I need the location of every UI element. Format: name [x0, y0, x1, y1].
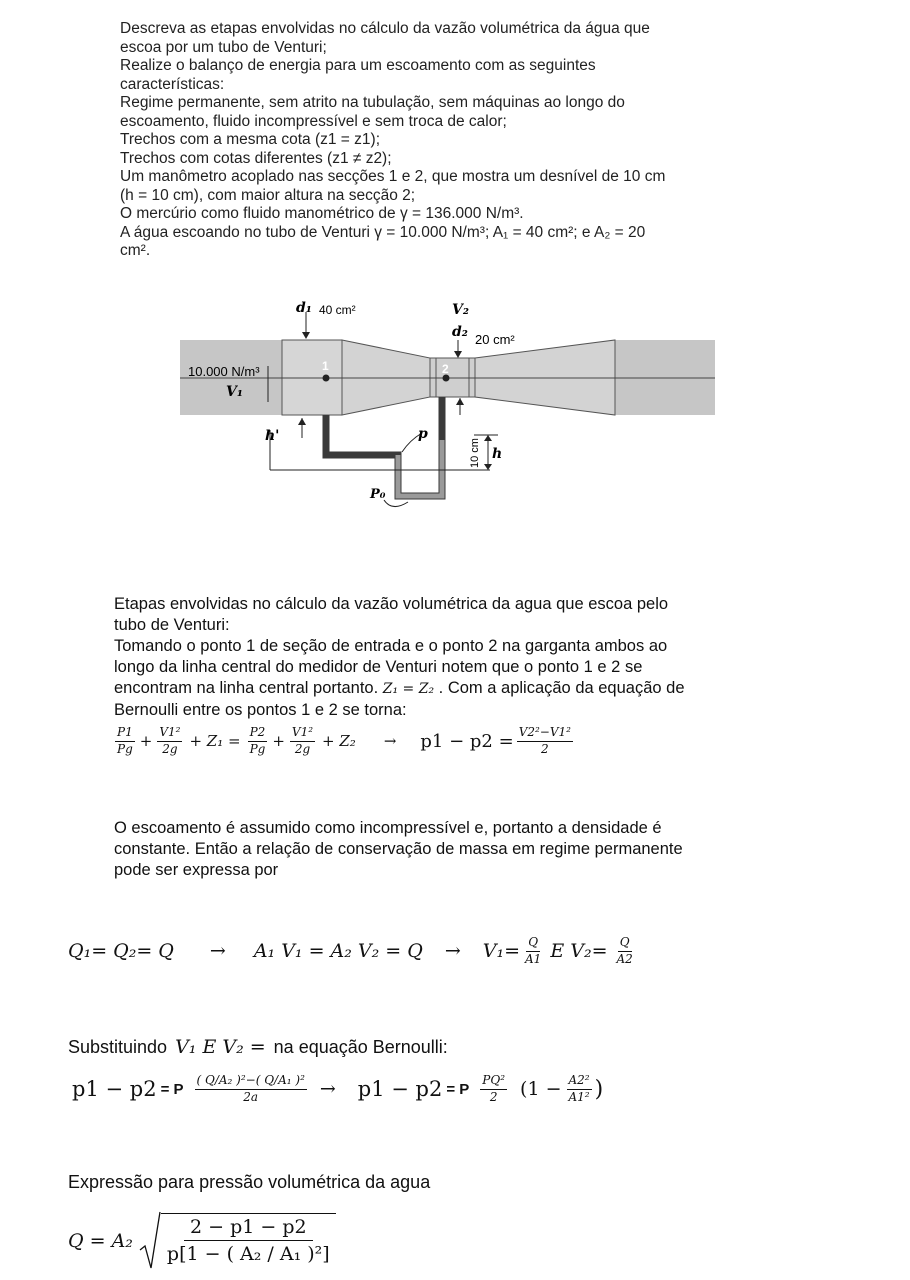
continuity-equation [68, 936, 638, 967]
frac-num: PQ² [480, 1074, 507, 1090]
frac-num: V2²−V1² [517, 726, 573, 742]
frac-den: Pg [117, 741, 133, 756]
flow-lhs: Q = A₂ [68, 1230, 133, 1252]
p0-leader [384, 500, 408, 507]
d1-label: d₁ [296, 300, 312, 316]
v1-label: V₁ [226, 384, 243, 400]
flow-rate-equation [68, 1210, 336, 1272]
intro-line: cm². [120, 242, 151, 259]
pressure-difference: p1 − p2 [72, 1077, 157, 1102]
subst-text: Substituindo [68, 1036, 168, 1057]
intro-line: Trechos com cotas diferentes (z1 ≠ z2); [120, 149, 392, 167]
flow-equality: Q₁= Q₂= Q [68, 940, 174, 963]
equals-p: = P [160, 1080, 184, 1098]
pressure-equation [72, 1074, 603, 1105]
steps-text: encontram na linha central portanto. [114, 679, 379, 697]
d2-label: d₂ [452, 324, 468, 340]
intro-line: Descreva as etapas envolvidas no cálculo da vazão volumétrica da água que [120, 20, 650, 37]
subst-text: na equação Bernoulli: [273, 1036, 448, 1057]
frac-num: V1² [157, 726, 182, 742]
frac-num: V1² [290, 726, 315, 742]
conservation-line: O escoamento é assumido como incompressível e, portanto a densidade é [114, 819, 662, 837]
p0-label: P₀ [370, 487, 386, 502]
z1-term: + Z₁ = [189, 732, 241, 751]
d2-area-label: 20 cm² [475, 332, 515, 347]
frac-num: A2² [567, 1074, 592, 1090]
steps-line: longo da linha central do medidor de Venturi notem que o ponto 1 e 2 se [114, 658, 643, 676]
point-2-label: 2 [442, 362, 449, 376]
steps-line: Etapas envolvidas no cálculo da vazão volumétrica da agua que escoa pelo [114, 595, 669, 613]
frac-num: ( Q/A₂ )²−( Q/A₁ )² [195, 1074, 307, 1090]
conservation-line: constante. Então a relação de conservação de massa em regime permanente [114, 840, 683, 858]
steps-line [114, 678, 714, 700]
v2-expr: E V₂= [550, 940, 608, 963]
arrowhead [298, 418, 306, 425]
gamma-label: 10.000 N/m³ [188, 364, 260, 379]
frac-num: P2 [248, 726, 268, 742]
frac-den: 2 [489, 1089, 498, 1104]
paren-close: ) [594, 1076, 604, 1102]
arrow: → [209, 940, 226, 963]
h-prime-label: h' [265, 428, 280, 444]
conservation-text [114, 818, 683, 881]
intro-line: escoa por um tubo de Venturi; [120, 38, 327, 56]
pressure-difference: p1 − p2 = [420, 730, 514, 752]
frac-den: A1 [525, 951, 542, 966]
intro-line: Trechos com a mesma cota (z1 = z1); [120, 131, 380, 148]
sqrt-sign [139, 1210, 161, 1272]
intro-line: Um manômetro acoplado nas secções 1 e 2, que mostra um desnível de 10 cm [120, 168, 666, 185]
equals-p: = P [446, 1080, 470, 1098]
steps-line: tubo de Venturi: [114, 616, 230, 634]
h-label: h [492, 446, 503, 462]
frac-den: 2g [294, 741, 311, 756]
frac-num: 2 − p1 − p2 [184, 1216, 313, 1241]
frac-num: Q [618, 936, 632, 952]
point-1-label: 1 [322, 359, 329, 373]
arrowhead [484, 435, 492, 441]
area-velocity: A₁ V₁ = A₂ V₂ = Q [253, 940, 423, 963]
v2-label: V₂ [452, 302, 469, 318]
sqrt-body [161, 1213, 336, 1265]
arrow: → [319, 1078, 336, 1101]
arrow: → [383, 732, 397, 751]
frac-den: A1² [568, 1089, 590, 1104]
d2-arrowhead [454, 351, 462, 358]
ten-cm-label: 10 cm [469, 438, 481, 468]
intro-line: Regime permanente, sem atrito na tubulação, sem máquinas ao longo do [120, 94, 625, 111]
intro-line: escoamento, fluido incompressível e sem troca de calor; [120, 112, 507, 130]
p-label: p [418, 426, 428, 442]
substitution-line [68, 1036, 448, 1058]
frac-den: Pg [249, 741, 266, 756]
frac-den: 2g [162, 741, 178, 756]
v1-expr: V₁= [482, 940, 521, 963]
pressure-difference: p1 − p2 [357, 1077, 443, 1102]
intro-line: (h = 10 cm), com maior altura na secção 2; [120, 186, 416, 204]
steps-section [114, 594, 714, 721]
steps-line: Tomando o ponto 1 de seção de entrada e o ponto 2 na garganta ambos ao [114, 637, 668, 655]
frac-den: p[1 − ( A₂ / A₁ )²] [166, 1243, 330, 1265]
frac-num: P1 [115, 726, 135, 742]
expression-title: Expressão para pressão volumétrica da agua [68, 1172, 431, 1192]
intro-line: O mercúrio como fluido manométrico de γ = 136.000 N/m³. [120, 205, 524, 222]
frac-den: 2a [243, 1089, 259, 1104]
paren-open: (1 − [520, 1078, 562, 1101]
steps-line: Bernoulli entre os pontos 1 e 2 se torna: [114, 701, 407, 719]
z2-term: + Z₂ [322, 732, 356, 751]
arrowhead [456, 398, 464, 405]
d1-area-label: 40 cm² [319, 303, 356, 317]
problem-statement [120, 20, 720, 261]
conservation-line: pode ser expressa por [114, 861, 279, 879]
frac-num: Q [526, 936, 540, 952]
venturi-diagram [180, 290, 720, 520]
frac-den: A2 [616, 951, 633, 966]
arrowhead [484, 464, 492, 470]
steps-text: . Com a aplicação da equação de [438, 679, 685, 697]
subst-eq: V₁ E V₂ = [175, 1036, 266, 1058]
intro-line: A água escoando no tubo de Venturi γ = 10.000 N/m³; A₁ = 40 cm²; e A₂ = 20 [120, 223, 646, 241]
bernoulli-equation: $\frac{P1}{Pg}$ + $\frac{\text{V1²}}{2g}$ + Z₁ = $\frac{P2}{Pg}$ + $\frac{\text{V1²}}{2g}$ + Z₂ → p1 − p2 = $\frac{\text{V2²−V1²}}{2}$ [117, 725, 571, 756]
z-equality: Z₁ = Z₂ [382, 681, 435, 697]
arrow: → [444, 940, 461, 963]
frac-den: 2 [541, 741, 549, 756]
point-1-marker [323, 375, 330, 382]
intro-line: Realize o balanço de energia para um escoamento com as seguintes [120, 57, 596, 74]
intro-line: características: [120, 75, 225, 93]
d1-arrowhead [302, 332, 310, 339]
